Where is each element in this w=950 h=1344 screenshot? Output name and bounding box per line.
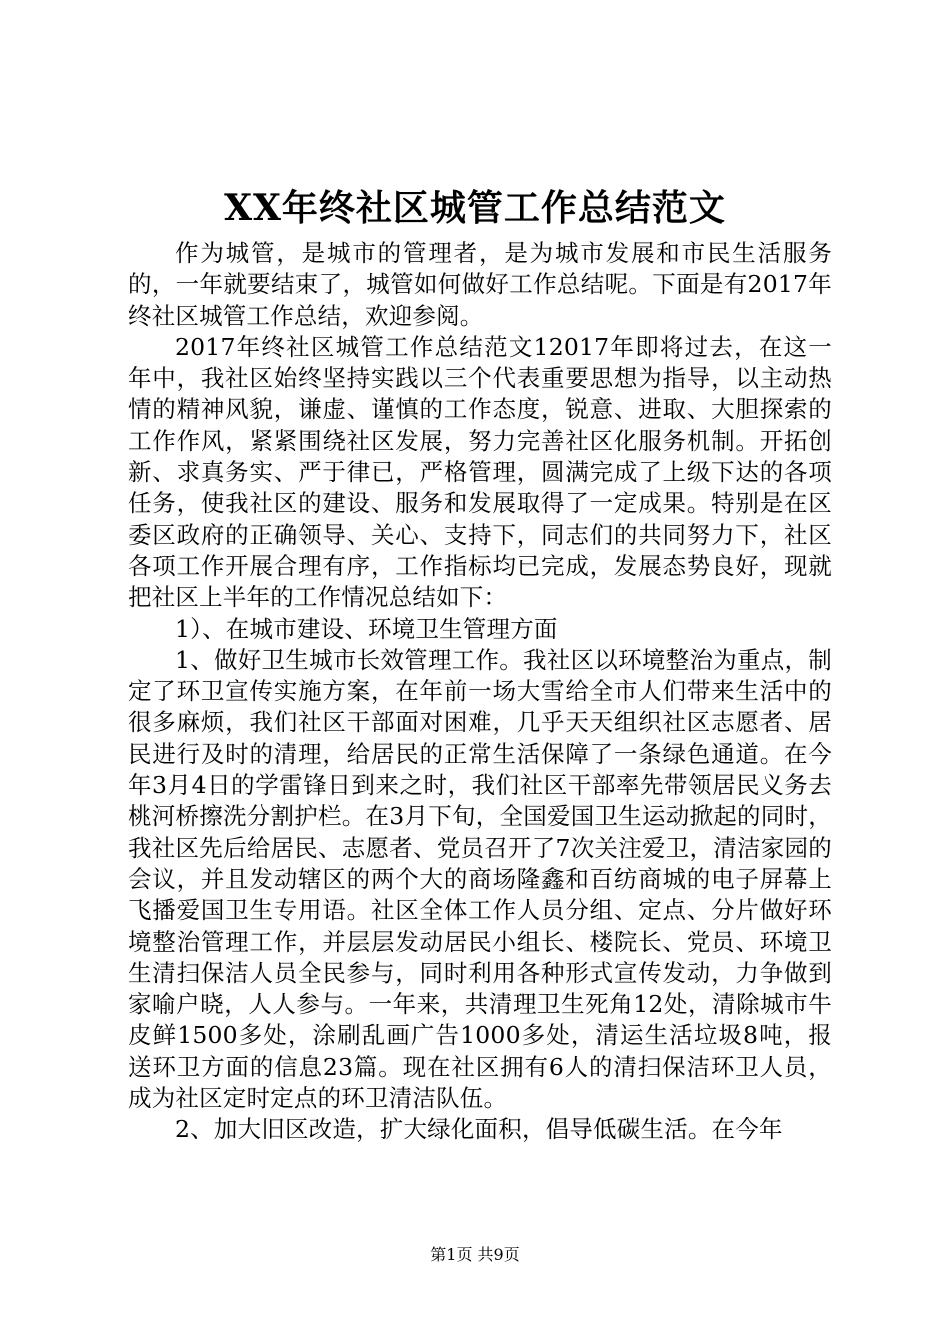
document-body [128,238,832,1146]
paragraph-item-1: 1、做好卫生城市长效管理工作。我社区以环境整治为重点，制定了环卫宣传实施方案，在年前一场大雪给全市人们带来生活中的很多麻烦，我们社区干部面对困难，几乎天天组织社区志愿者、居民进行及时的清理，给居民的正常生活保障了一条绿色通道。在今年3月4日的学雷锋日到来之时，我们社区干部率先带领居民义务去桃河桥擦洗分割护栏。在3月下旬，全国爱国卫生运动掀起的同时，我社区先后给居民、志愿者、党员召开了7次关注爱卫，清洁家园的会议，并且发动辖区的两个大的商场隆鑫和百纺商城的电子屏幕上飞播爱国卫生专用语。社区全体工作人员分组、定点、分片做好环境整治管理工作，并层层发动居民小组长、楼院长、党员、环境卫生清扫保洁人员全民参与，同时利用各种形式宣传发动，力争做到家喻户晓，人人参与。一年来，共清理卫生死角12处，清除城市牛皮鲜1500多处，涂刷乱画广告1000多处，清运生活垃圾8吨，报送环卫方面的信息23篇。现在社区拥有6人的清扫保洁环卫人员，成为社区定时定点的环卫清洁队伍。 [128,645,832,1113]
paragraph-summary: 2017年终社区城管工作总结范文12017年即将过去，在这一年中，我社区始终坚持实践以三个代表重要思想为指导，以主动热情的精神风貌，谦虚、谨慎的工作态度，锐意、进取、大胆探索的工作作风，紧紧围绕社区发展，努力完善社区化服务机制。开拓创新、求真务实、严于律已，严格管理，圆满完成了上级下达的各项任务，使我社区的建设、服务和发展取得了一定成果。特别是在区委区政府的正确领导、关心、支持下，同志们的共同努力下，社区各项工作开展合理有序，工作指标均已完成，发展态势良好，现就把社区上半年的工作情况总结如下： [128,332,832,612]
paragraph-item-2: 2、加大旧区改造，扩大绿化面积，倡导低碳生活。在今年 [175,1115,783,1144]
document-title: XX年终社区城管工作总结范文 [224,187,726,229]
paragraph-intro: 作为城管，是城市的管理者，是为城市发展和市民生活服务的，一年就要结束了，城管如何做好工作总结呢。下面是有2017年终社区城管工作总结，欢迎参阅。 [128,239,832,330]
page-number: 第1页 共9页 [430,1245,520,1264]
paragraph-section-heading: 1）、在城市建设、环境卫生管理方面 [175,614,558,643]
